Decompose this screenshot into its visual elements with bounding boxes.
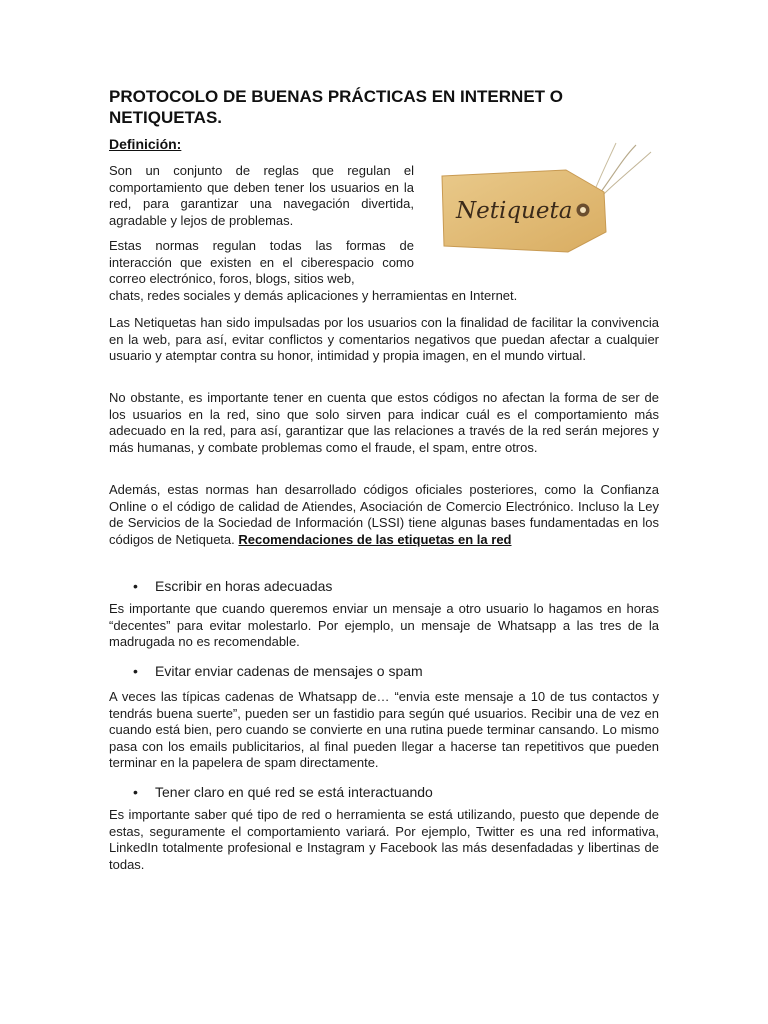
paragraph-scope: Estas normas regulan todas las formas de interacción que existen en el ciberespacio como correo electrónico, foros, blogs, sitios web, xyxy=(109,238,414,287)
tag-label: Netiqueta xyxy=(456,198,573,224)
paragraph-scope-tail: chats, redes sociales y demás aplicaciones y herramientas en Internet. xyxy=(109,288,518,303)
paragraph-nonetheless: No obstante, es importante tener en cuenta que estos códigos no afectan la forma de ser de los usuarios en la red, sino que solo sirven para indicar cuál es el comportamiento más adecuado en la red, para así, garantizar que las relaciones a través de la red serán mejores y más humanas, y combate problemas como el fraude, el spam, entre otros. xyxy=(109,390,659,455)
bullet-dot: • xyxy=(133,578,138,594)
section-body: A veces las típicas cadenas de Whatsapp de… “envia este mensaje a 10 de tus contactos y tendrás buena suerte”, pueden ser un fastidio para según qué usuarios. Recibir una de vez en cuando está bien, pero cuando se convierte en una rutina puede terminar cansando. Lo mismo pasa con los emails publicitarios, al final pueden llegar a hacerse tan repetitivos que pueden terminar en la papelera de spam directamente. xyxy=(109,689,659,771)
bullet-text: Escribir en horas adecuadas xyxy=(155,578,333,594)
definition-heading: Definición: xyxy=(109,136,182,152)
bullet-text: Evitar enviar cadenas de mensajes o spam xyxy=(155,663,423,679)
netiqueta-tag-image xyxy=(436,140,658,272)
section-body: Es importante saber qué tipo de red o herramienta se está utilizando, puesto que depende de estas, seguramente el comportamiento variará. Por ejemplo, Twitter es una red informativa, LinkedIn totalmente profesional e Instagram y Facebook las más desenfadadas y libertinas de todas. xyxy=(109,807,659,872)
section-body: Es importante que cuando queremos enviar un mensaje a otro usuario lo hagamos en horas “decentes” para evitar molestarlo. Por ejemplo, un mensaje de Whatsapp a las tres de la madrugada no es recomendable. xyxy=(109,601,659,650)
recommendations-heading: Recomendaciones de las etiquetas en la red xyxy=(238,531,512,547)
paragraph-purpose: Las Netiquetas han sido impulsadas por los usuarios con la finalidad de facilitar la convivencia en la web, para así, evitar conflictos y comentarios negativos que puedan afectar a cualquier usuario y atemptar contra su honor, intimidad y propia imagen, en el mundo virtual. xyxy=(109,315,659,364)
bullet-item xyxy=(133,577,332,595)
paragraph-official-codes xyxy=(109,482,659,548)
paragraph-official-codes-text: Además, estas normas han desarrollado códigos oficiales posteriores, como la Confianza Online o el código de calidad de Atiendes, Asociación de Comercio Electrónico. Incluso la Ley de Servicios de la Sociedad de Información (LSSI) tiene algunas bases fundamentadas en los códigos de Netiqueta. xyxy=(109,482,659,547)
bullet-item xyxy=(133,783,433,801)
bullet-dot: • xyxy=(133,663,138,679)
bullet-item xyxy=(133,662,423,680)
paragraph-definition: Son un conjunto de reglas que regulan el comportamiento que deben tener los usuarios en la red, para garantizar una navegación divertida, agradable y lejos de problemas. xyxy=(109,163,414,228)
bullet-dot: • xyxy=(133,784,138,800)
page-title: PROTOCOLO DE BUENAS PRÁCTICAS EN INTERNET O NETIQUETAS. xyxy=(109,87,563,127)
bullet-text: Tener claro en qué red se está interactuando xyxy=(155,784,433,800)
